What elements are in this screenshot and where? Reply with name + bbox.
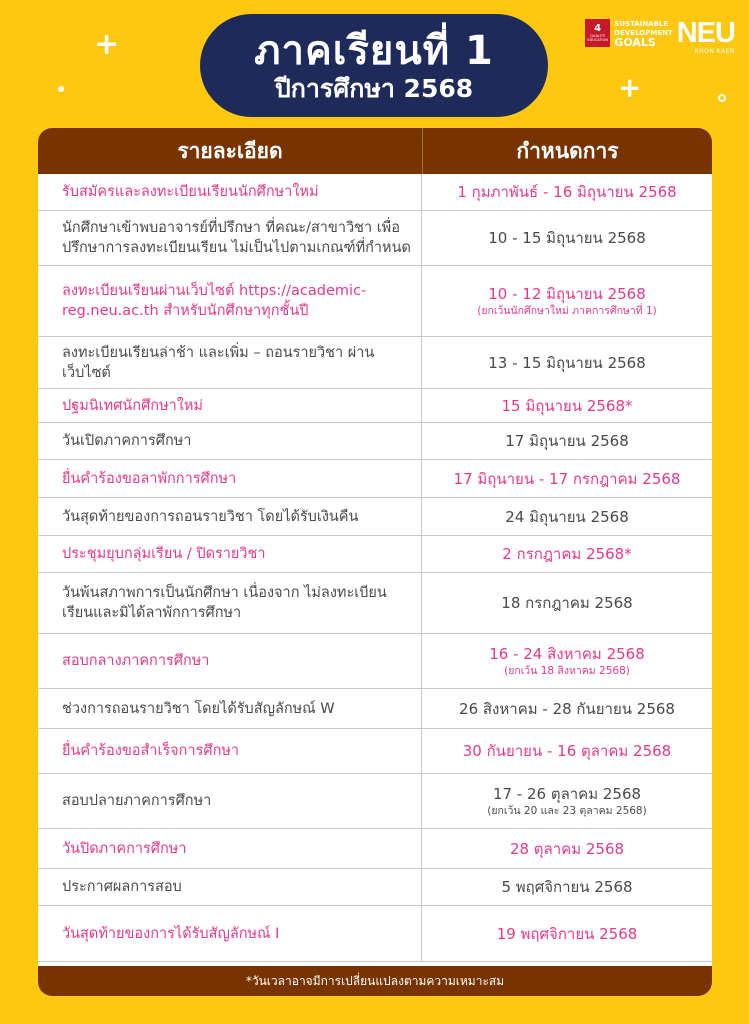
sdg-goal-icon <box>585 19 610 47</box>
sdg-line-2: DEVELOPMENT <box>614 28 673 37</box>
neu-logo-mark: NEU <box>676 17 735 49</box>
row-date: 24 มิถุนายน 2568 <box>505 507 629 526</box>
row-date-note: (ยกเว้น 18 สิงหาคม 2568) <box>504 665 630 677</box>
sdg-goal-label: QUALITY EDUCATION <box>587 34 608 42</box>
row-date: 28 ตุลาคม 2568 <box>509 839 625 858</box>
table-row <box>38 634 712 689</box>
table-row <box>38 389 712 423</box>
sdg-logo <box>614 20 672 49</box>
row-date-note: (ยกเว้น 20 และ 23 ตุลาคม 2568) <box>487 805 647 817</box>
row-schedule-cell <box>422 423 712 459</box>
row-schedule-cell <box>422 337 712 388</box>
column-header-schedule: กำหนดการ <box>516 138 619 163</box>
page-title: ภาคเรียนที่ 1 <box>254 27 494 74</box>
row-date: 18 กรกฎาคม 2568 <box>501 594 633 612</box>
sdg-line-1: SUSTAINABLE <box>614 20 669 28</box>
table-row <box>38 211 712 266</box>
neu-logo-sub: KHON KAEN <box>694 48 735 55</box>
row-schedule-cell <box>422 536 712 572</box>
table-row <box>38 266 712 337</box>
row-detail: วันสุดท้ายของการได้รับสัญลักษณ์ I <box>38 906 422 961</box>
row-date: 1 กุมภาพันธ์ - 16 มิถุนายน 2568 <box>457 183 677 201</box>
row-date: 5 พฤศจิกายน 2568 <box>501 878 633 896</box>
table-row <box>38 174 712 211</box>
table-row <box>38 729 712 774</box>
row-detail: นักศึกษาเข้าพบอาจารย์ที่ปรึกษา ที่คณะ/สาขาวิชา เพื่อปรึกษาการลงทะเบียนเรียน ไม่เป็นไปตามเกณฑ์ที่กำหนด <box>38 211 422 265</box>
row-date: 10 - 15 มิถุนายน 2568 <box>488 229 646 247</box>
row-detail: ช่วงการถอนรายวิชา โดยได้รับสัญลักษณ์ W <box>38 689 422 728</box>
row-detail: ยื่นคำร้องขอลาพักการศึกษา <box>38 460 422 497</box>
schedule-table <box>38 128 712 996</box>
row-date: 17 มิถุนายน 2568 <box>505 432 629 450</box>
row-schedule-cell <box>422 729 712 773</box>
page-subtitle: ปีการศึกษา 2568 <box>274 73 474 103</box>
row-schedule-cell <box>422 174 712 210</box>
row-detail: สอบปลายภาคการศึกษา <box>38 774 422 828</box>
row-detail: สอบกลางภาคการศึกษา <box>38 634 422 688</box>
table-row <box>38 869 712 906</box>
row-date: 17 มิถุนายน - 17 กรกฎาคม 2568 <box>453 469 681 488</box>
title-banner <box>200 14 548 117</box>
row-schedule-cell <box>422 460 712 497</box>
footer-note: *วันเวลาอาจมีการเปลี่ยนแปลงตามความเหมาะสม <box>38 966 712 996</box>
row-schedule-cell <box>422 906 712 961</box>
table-body <box>38 174 712 962</box>
row-schedule-cell <box>422 829 712 868</box>
plus-decoration-right: + <box>618 71 642 104</box>
table-row <box>38 536 712 573</box>
table-header <box>38 128 712 174</box>
row-schedule-cell <box>422 774 712 828</box>
column-header-detail: รายละเอียด <box>38 128 423 174</box>
row-date: 19 พฤศจิกายน 2568 <box>496 924 638 943</box>
ring-decoration-right <box>718 94 726 102</box>
row-detail: รับสมัครและลงทะเบียนเรียนนักศึกษาใหม่ <box>38 174 422 210</box>
table-row <box>38 460 712 498</box>
row-schedule-cell <box>422 689 712 728</box>
row-date: 17 - 26 ตุลาคม 2568 <box>492 785 642 803</box>
table-row <box>38 774 712 829</box>
row-schedule-cell <box>422 498 712 535</box>
row-date: 26 สิงหาคม - 28 กันยายน 2568 <box>459 699 675 718</box>
row-detail: ลงทะเบียนเรียนผ่านเว็บไซต์ https://academic-reg.neu.ac.th สำหรับนักศึกษาทุกชั้นปี <box>38 266 422 336</box>
sdg-goal-number: 4 <box>594 23 602 34</box>
row-schedule-cell <box>422 573 712 633</box>
plus-decoration-left: + <box>94 27 120 62</box>
row-date: 15 มิถุนายน 2568* <box>501 396 633 415</box>
table-row <box>38 423 712 460</box>
row-detail: วันเปิดภาคการศึกษา <box>38 423 422 459</box>
row-detail: วันสุดท้ายของการถอนรายวิชา โดยได้รับเงินคืน <box>38 498 422 535</box>
row-schedule-cell <box>422 869 712 905</box>
row-date: 10 - 12 มิถุนายน 2568 <box>488 285 646 303</box>
row-detail: ประกาศผลการสอบ <box>38 869 422 905</box>
row-schedule-cell <box>422 211 712 265</box>
dot-decoration-left <box>58 86 64 92</box>
row-detail: วันปิดภาคการศึกษา <box>38 829 422 868</box>
row-date: 16 - 24 สิงหาคม 2568 <box>489 645 645 663</box>
table-row <box>38 906 712 962</box>
row-schedule-cell <box>422 266 712 336</box>
row-detail: ยื่นคำร้องขอสำเร็จการศึกษา <box>38 729 422 773</box>
sdg-line-3: GOALS <box>614 36 656 49</box>
row-detail: ประชุมยุบกลุ่มเรียน / ปิดรายวิชา <box>38 536 422 572</box>
row-date: 30 กันยายน - 16 ตุลาคม 2568 <box>462 742 672 760</box>
row-detail: ปฐมนิเทศนักศึกษาใหม่ <box>38 389 422 422</box>
table-row <box>38 498 712 536</box>
table-row <box>38 829 712 869</box>
row-date-note: (ยกเว้นนักศึกษาใหม่ ภาคการศึกษาที่ 1) <box>477 305 657 317</box>
neu-logo <box>677 18 735 56</box>
row-detail: ลงทะเบียนเรียนล่าช้า และเพิ่ม – ถอนรายวิชา ผ่านเว็บไซต์ <box>38 337 422 388</box>
table-row <box>38 337 712 389</box>
logo-group <box>585 18 735 60</box>
row-date: 13 - 15 มิถุนายน 2568 <box>488 353 646 372</box>
table-row <box>38 573 712 634</box>
row-detail: วันพ้นสภาพการเป็นนักศึกษา เนื่องจาก ไม่ลงทะเบียนเรียนและมิได้ลาพักการศึกษา <box>38 573 422 633</box>
table-row <box>38 689 712 729</box>
row-schedule-cell <box>422 389 712 422</box>
row-schedule-cell <box>422 634 712 688</box>
row-date: 2 กรกฎาคม 2568* <box>502 545 632 563</box>
